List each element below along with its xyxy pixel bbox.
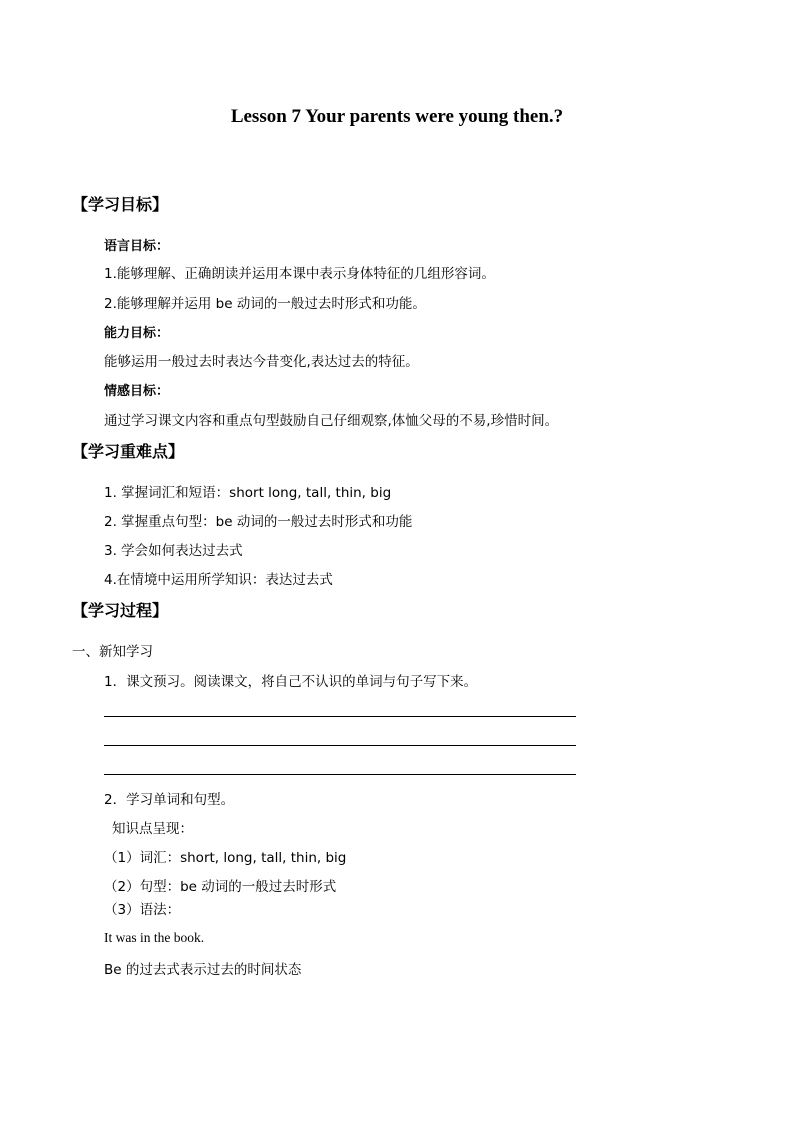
key-point-item: 1. 掌握词汇和短语：short long, tall, thin, big [104, 485, 392, 501]
knowledge-label: 知识点呈现： [112, 821, 193, 837]
grammar-note: Be 的过去式表示过去的时间状态 [104, 962, 302, 978]
answer-line[interactable] [104, 716, 576, 717]
answer-line[interactable] [104, 745, 576, 746]
sentence-pattern-line: （2）句型：be 动词的一般过去时形式 [104, 879, 337, 895]
key-point-item: 2. 掌握重点句型：be 动词的一般过去时形式和功能 [104, 514, 413, 530]
language-goal-2: 2.能够理解并运用 be 动词的一般过去时形式和功能。 [104, 296, 426, 312]
part-heading-new-knowledge: 一、新知学习 [72, 644, 153, 660]
ability-goal-text: 能够运用一般过去时表达今昔变化,表达过去的特征。 [104, 354, 419, 370]
section-heading-key-points: 【学习重难点】 [72, 442, 185, 461]
key-point-item: 4.在情境中运用所学知识：表达过去式 [104, 572, 333, 588]
emotion-goal-label: 情感目标： [104, 384, 170, 399]
emotion-goal-text: 通过学习课文内容和重点句型鼓励自己仔细观察,体恤父母的不易,珍惜时间。 [104, 413, 559, 429]
section-heading-objectives: 【学习目标】 [72, 195, 169, 214]
language-goal-1: 1.能够理解、正确朗读并运用本课中表示身体特征的几组形容词。 [104, 266, 495, 282]
example-sentence: It was in the book. [104, 930, 205, 945]
answer-line[interactable] [104, 774, 576, 775]
lesson-title: Lesson 7 Your parents were young then.? [230, 106, 564, 127]
language-goal-label: 语言目标： [104, 239, 170, 254]
vocabulary-line: （1）词汇：short, long, tall, thin, big [104, 850, 347, 866]
key-point-item: 3. 学会如何表达过去式 [104, 543, 243, 559]
section-heading-process: 【学习过程】 [72, 601, 169, 620]
step-learn-words: 2．学习单词和句型。 [104, 792, 235, 808]
ability-goal-label: 能力目标： [104, 326, 170, 341]
step-preview: 1．课文预习。阅读课文，将自己不认识的单词与句子写下来。 [104, 674, 478, 690]
grammar-line: （3）语法： [104, 902, 181, 918]
